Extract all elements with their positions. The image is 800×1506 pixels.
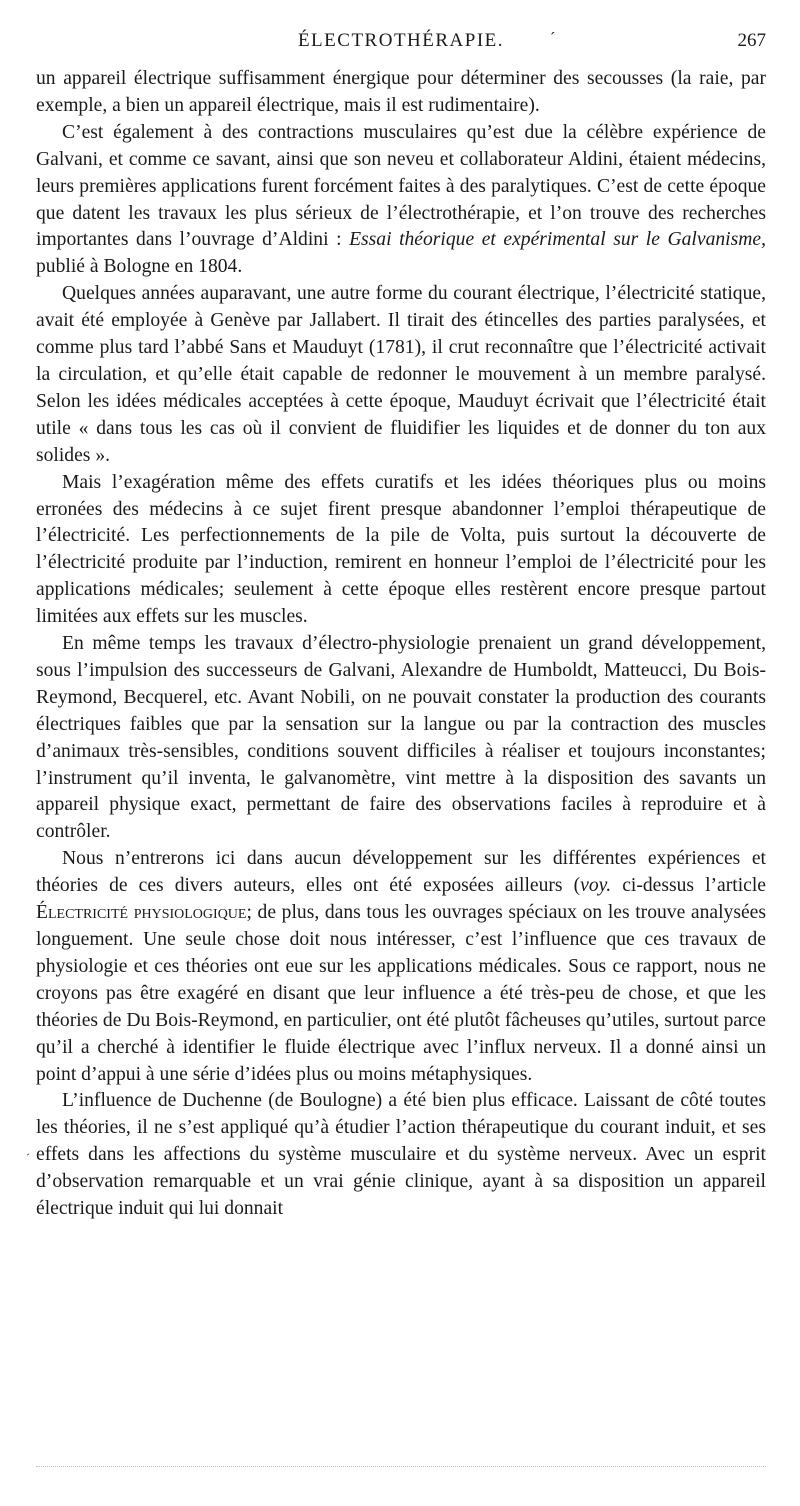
- paragraph-text: Mais l’exagération même des effets curatifs et les idées théoriques plus ou moins erronées des médecins à ce sujet firent presque abandonner l’emploi thérapeutique de l’électricité. Les perfectionnements de la pile de Volta, puis surtout la découverte de l’électricité produite par l’induction, remirent en honneur l’emploi de l’électricité pour les applications médicales; seulement à cette époque elles restèrent encore presque partout limitées aux effets sur les muscles.: [36, 471, 766, 628]
- paragraph-text: publié à Bologne en 1804.: [36, 256, 243, 278]
- italic-voy: voy.: [580, 875, 612, 897]
- paragraph-text: un appareil électrique suffisamment énergique pour déterminer des secousses (la raie, par exemple, a bien un appareil électrique, mais il est rudimentaire).: [36, 68, 766, 116]
- body-text: [36, 66, 766, 1223]
- footer-bleed-line: [36, 1466, 766, 1467]
- article-reference: Électricité physiologique: [36, 902, 247, 924]
- running-title: ÉLECTROTHÉRAPIE.: [297, 30, 505, 51]
- paragraph-text: C’est également à des contractions musculaires qu’est due la célèbre expérience de Galvani, et comme ce savant, ainsi que son neveu et collaborateur Aldini, étaient médecins, leurs premières applications furent forcément faites à des paralytiques. C’est de cette époque que datent les travaux les plus sérieux de l’électrothérapie, et l’on trouve des recherches importantes dans l’ouvrage d’Aldini :: [36, 121, 766, 251]
- paragraph-text: Nous n’entrerons ici dans aucun développement sur les différentes expériences et théories de ces divers auteurs, elles ont été exposées ailleurs (: [36, 848, 766, 897]
- paragraph-exaggeration: [36, 470, 766, 631]
- paragraph-continuation: [36, 66, 766, 120]
- paragraph-galvani: [36, 120, 766, 281]
- paragraph-text: En même temps les travaux d’électro-physiologie prenaient un grand développement, sous l’impulsion des successeurs de Galvani, Alexandre de Humboldt, Matteucci, Du Bois-Reymond, Becquerel, etc. Avant Nobili, on ne pouvait constater la production des courants électriques faibles que par la sensation sur la langue ou par la contraction des muscles d’animaux très-sensibles, conditions souvent difficiles à réaliser et toujours inconstantes; l’instrument qu’il inventa, le galvanomètre, vint mettre à la disposition des savants un appareil physique exact, permettant de faire des observations faciles à reproduire et à contrôler.: [36, 633, 766, 843]
- margin-ink-mark: ˊ: [26, 1151, 30, 1165]
- paragraph-duchenne: [36, 1088, 766, 1223]
- book-title-italic: Essai théorique et expérimental sur le Galvanisme,: [349, 229, 766, 251]
- stray-ink-mark: ˊ: [550, 30, 556, 47]
- page-number: 267: [737, 30, 766, 51]
- paragraph-text: Quelques années auparavant, une autre forme du courant électrique, l’électricité statique, avait été employée à Genève par Jallabert. Il tirait des étincelles des parties paralysées, et comme plus tard l’abbé Sans et Mauduyt (1781), il crut reconnaître que l’électricité activait la circulation, et qu’elle était capable de redonner le mouvement à un membre paralysé. Selon les idées médicales acceptées à cette époque, Mauduyt écrivait que l’électricité était utile « dans tous les cas où il convient de fluidifier les liquides et de donner du ton aux solides ».: [36, 283, 766, 466]
- paragraph-text: L’influence de Duchenne (de Boulogne) a été bien plus efficace. Laissant de côté toutes les théories, il ne s’est appliqué qu’à étudier l’action thérapeutique du courant induit, et ses effets dans les affections du système musculaire et du système nerveux. Avec un esprit d’observation remarquable et un vrai génie clinique, ayant à sa disposition un appareil électrique induit qui lui donnait: [36, 1090, 766, 1220]
- paragraph-text: ci-dessus l’article: [611, 875, 767, 897]
- paragraph-jallabert: [36, 281, 766, 469]
- paragraph-electrophysiology: [36, 631, 766, 846]
- running-head: [36, 28, 766, 58]
- paragraph-text: ; de plus, dans tous les ouvrages spéciaux on les trouve analysées longuement. Une seule chose doit nous intéresser, c’est l’influence que ces travaux de physiologie et ces théories ont eue sur les applications médicales. Sous ce rapport, nous ne croyons pas être exagéré en disant que leur influence a été très-peu de chose, et que les théories de Du Bois-Reymond, en particulier, ont été plutôt fâcheuses qu’utiles, surtout parce qu’il a cherché à identifier le fluide électrique avec l’influx nerveux. Il a donné ainsi un point d’appui à une série d’idées plus ou moins métaphysiques.: [36, 902, 766, 1085]
- paragraph-theories: [36, 846, 766, 1088]
